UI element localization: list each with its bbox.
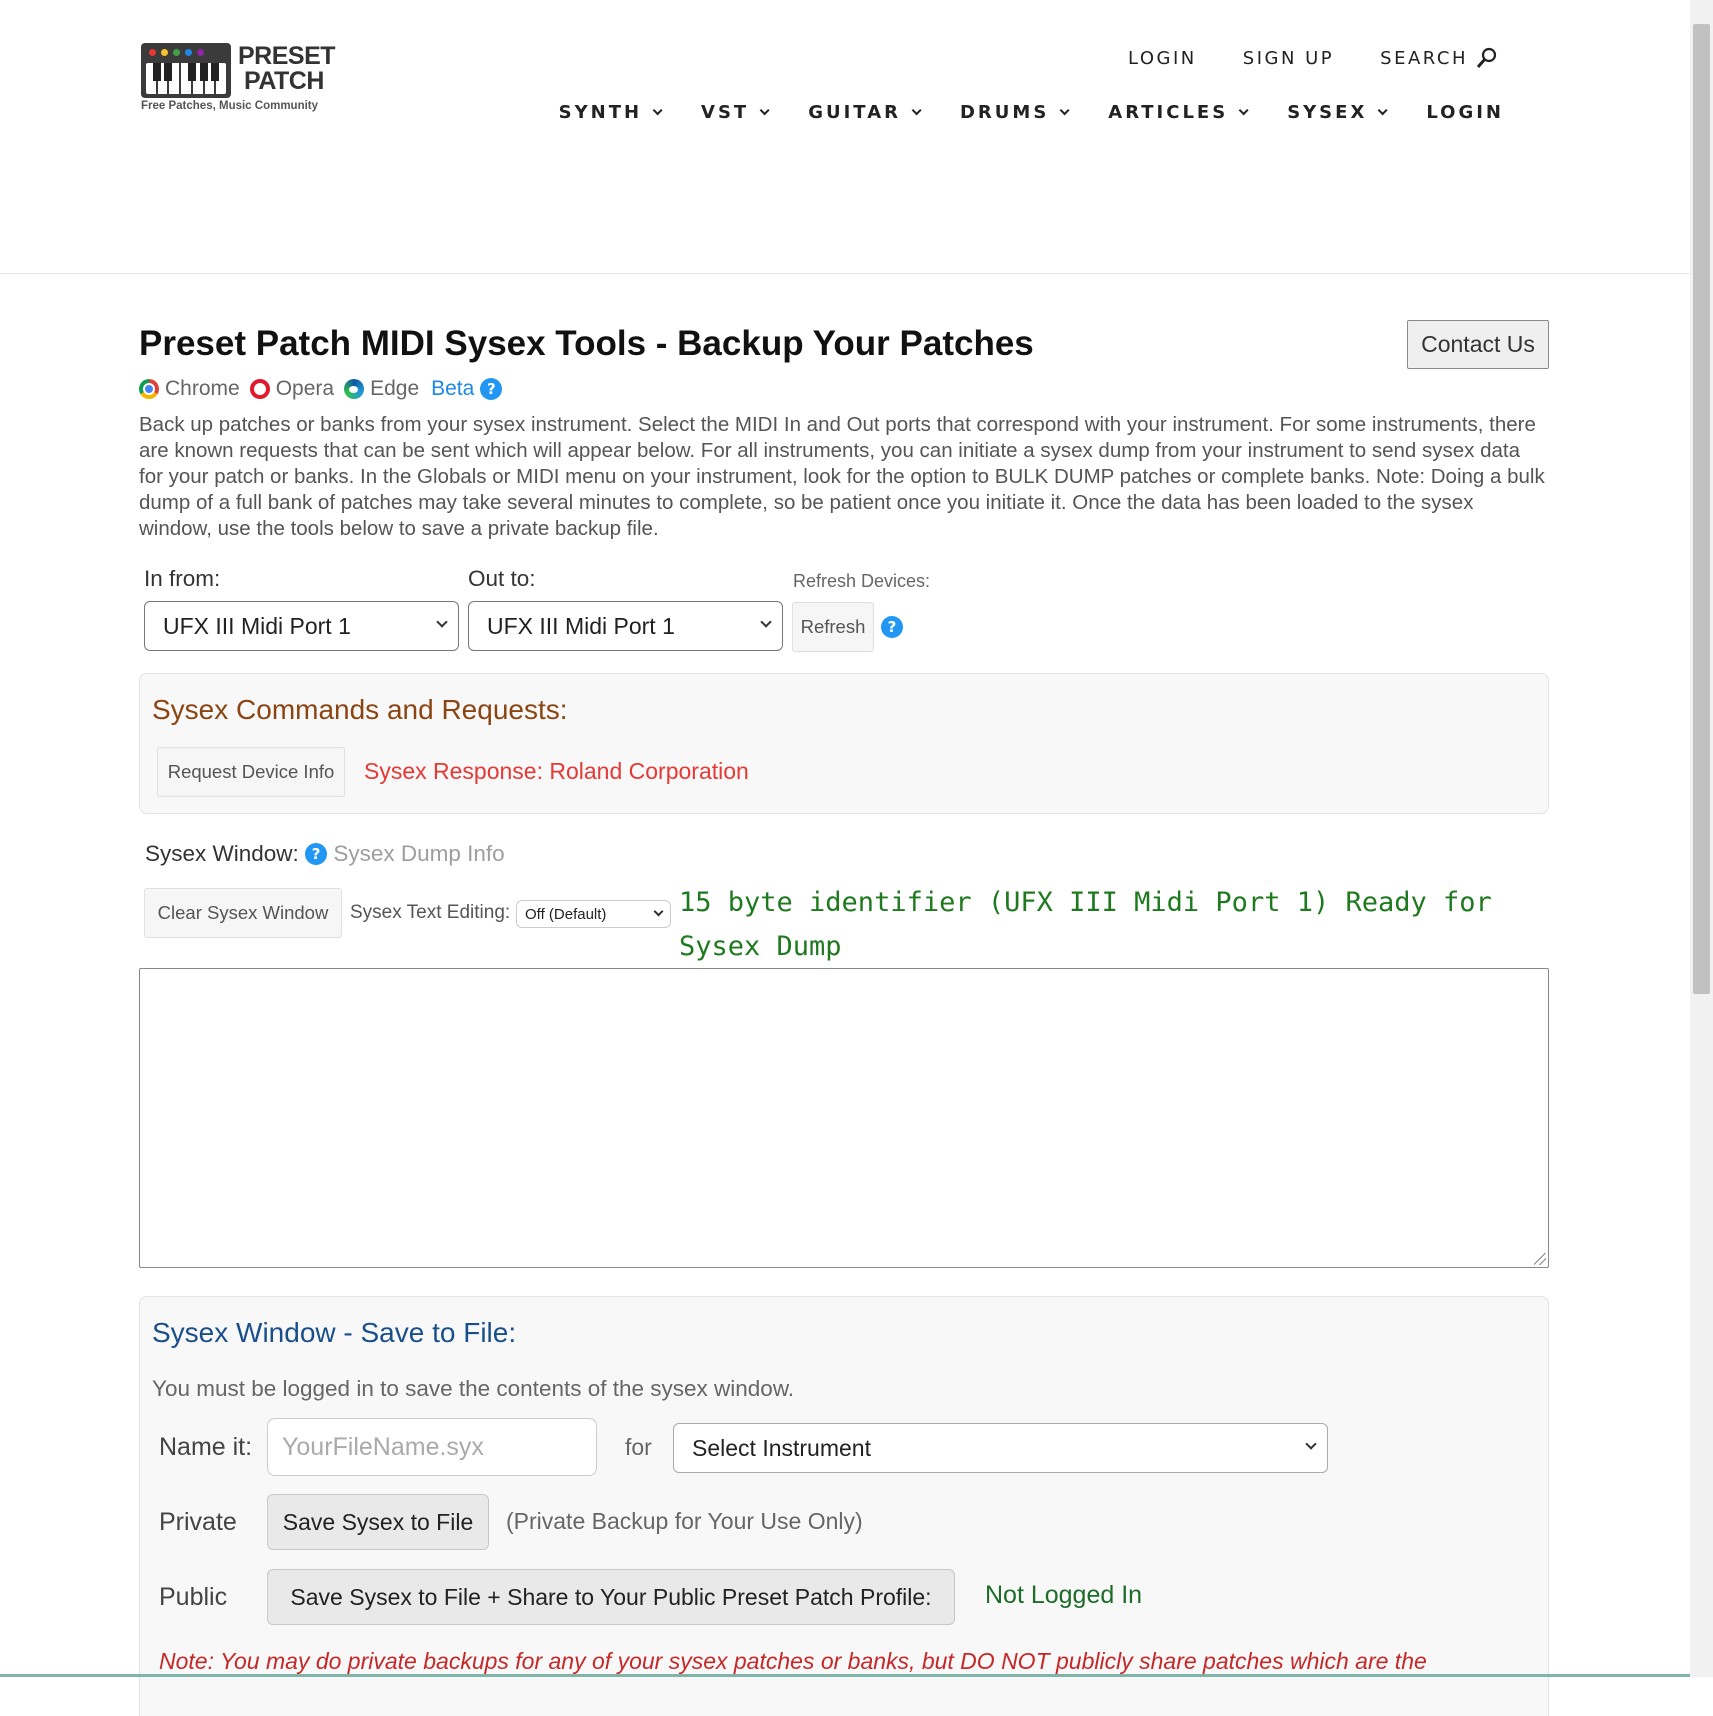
scrollbar-thumb[interactable] [1693, 24, 1710, 994]
top-nav [1128, 47, 1498, 69]
resize-handle-icon[interactable] [1534, 1253, 1546, 1265]
private-label: Private [159, 1508, 237, 1536]
chevron-down-icon [1060, 105, 1070, 115]
site-logo[interactable] [141, 40, 341, 120]
chevron-down-icon [760, 105, 770, 115]
site-header [0, 0, 1690, 274]
browser-opera: Opera [275, 377, 335, 400]
search-icon [1476, 47, 1498, 69]
request-device-info-button[interactable]: Request Device Info [157, 747, 345, 797]
chevron-down-icon [436, 616, 447, 627]
midi-out-select[interactable]: UFX III Midi Port 1 [468, 601, 783, 651]
sysex-status-message: 15 byte identifier (UFX III Midi Port 1) Ready for Sysex Dump [679, 887, 1492, 962]
login-status: Not Logged In [985, 1581, 1143, 1609]
beta-link[interactable]: Beta [431, 377, 475, 400]
save-to-file-title: Sysex Window - Save to File: [152, 1317, 517, 1348]
save-to-file-panel [139, 1296, 1549, 1716]
instrument-select[interactable]: Select Instrument [673, 1423, 1328, 1473]
nav-search[interactable]: SEARCH [1380, 47, 1498, 69]
midi-in-label: In from: [144, 566, 221, 591]
for-label: for [625, 1434, 652, 1460]
name-it-label: Name it: [159, 1433, 253, 1461]
filename-input[interactable]: YourFileName.syx [267, 1418, 597, 1476]
nav-login[interactable]: LOGIN [1127, 47, 1197, 69]
chevron-down-icon [653, 105, 663, 115]
nav-articles[interactable]: ARTICLES [1108, 102, 1245, 123]
nav-vst[interactable]: VST [701, 102, 766, 123]
midi-in-select[interactable]: UFX III Midi Port 1 [144, 601, 459, 651]
logo-wordmark: PRESET PATCH [238, 42, 336, 95]
nav-guitar[interactable]: GUITAR [808, 102, 918, 123]
sysex-text-editing-label: Sysex Text Editing: [350, 902, 511, 923]
sysex-dump-info-link[interactable]: Sysex Dump Info [333, 841, 505, 866]
nav-synth[interactable]: SYNTH [559, 102, 659, 123]
chevron-down-icon [1239, 105, 1249, 115]
nav-sign-up[interactable]: SIGN UP [1242, 47, 1335, 69]
browser-support [139, 377, 502, 401]
edge-icon [344, 379, 364, 399]
refresh-button[interactable]: Refresh [792, 602, 874, 652]
browser-chrome: Chrome [165, 377, 240, 400]
clear-sysex-window-button[interactable]: Clear Sysex Window [144, 888, 342, 938]
page-description: Back up patches or banks from your sysex instrument. Select the MIDI In and Out ports that correspond with your instrument. For some instruments, there are known requests that can be sent which will appear below. For all instruments, you can initiate a sysex dump from your instrument to send sysex data for your patch or banks. In the Globals or MIDI menu on your instrument, look for the option to BULK DUMP patches or complete banks. Note: Doing a bulk dump of a full bank of patches may take several minutes to complete, so be patient once you initiate it. Once the data has been loaded to the sysex window, use the tools below to save a private backup file. [139, 413, 1545, 540]
nav-drums[interactable]: DRUMS [960, 102, 1066, 123]
help-icon[interactable]: ? [881, 616, 903, 638]
public-share-note: Note: You may do private backups for any of your sysex patches or banks, but DO NOT publicly share patches which are the [159, 1648, 1427, 1674]
sysex-text-editing-select[interactable]: Off (Default) [516, 900, 671, 928]
midi-out-label: Out to: [468, 566, 536, 591]
chevron-down-icon [912, 105, 922, 115]
nav-login-main[interactable]: LOGIN [1426, 102, 1504, 123]
opera-icon [250, 379, 270, 399]
chrome-icon [139, 379, 159, 399]
help-icon[interactable]: ? [480, 378, 502, 400]
private-note: (Private Backup for Your Use Only) [506, 1508, 863, 1534]
chevron-down-icon [654, 907, 664, 917]
keyboard-logo-icon [141, 43, 231, 98]
sysex-commands-panel [139, 673, 1549, 814]
refresh-devices-label: Refresh Devices: [793, 571, 931, 591]
logo-tagline: Free Patches, Music Community [141, 100, 319, 112]
chevron-down-icon [1305, 1438, 1316, 1449]
main-nav [559, 102, 1504, 123]
page-scrollbar[interactable] [1690, 0, 1713, 1677]
save-public-button[interactable]: Save Sysex to File + Share to Your Public Preset Patch Profile: [267, 1569, 955, 1625]
chevron-down-icon [760, 616, 771, 627]
sysex-window-textarea[interactable] [139, 968, 1549, 1268]
nav-sysex[interactable]: SYSEX [1287, 102, 1384, 123]
contact-us-button[interactable]: Contact Us [1407, 320, 1549, 369]
save-private-button[interactable]: Save Sysex to File [267, 1494, 489, 1550]
browser-edge: Edge [370, 377, 420, 400]
public-label: Public [159, 1583, 228, 1611]
sysex-commands-title: Sysex Commands and Requests: [152, 694, 568, 725]
sysex-window-label: Sysex Window: ? Sysex Dump Info [145, 841, 505, 866]
login-required-note: You must be logged in to save the contents of the sysex window. [152, 1376, 795, 1401]
sysex-response: Sysex Response: Roland Corporation [364, 758, 749, 784]
page-title: Preset Patch MIDI Sysex Tools - Backup Your Patches [139, 324, 1034, 363]
chevron-down-icon [1378, 105, 1388, 115]
help-icon[interactable]: ? [305, 843, 327, 865]
